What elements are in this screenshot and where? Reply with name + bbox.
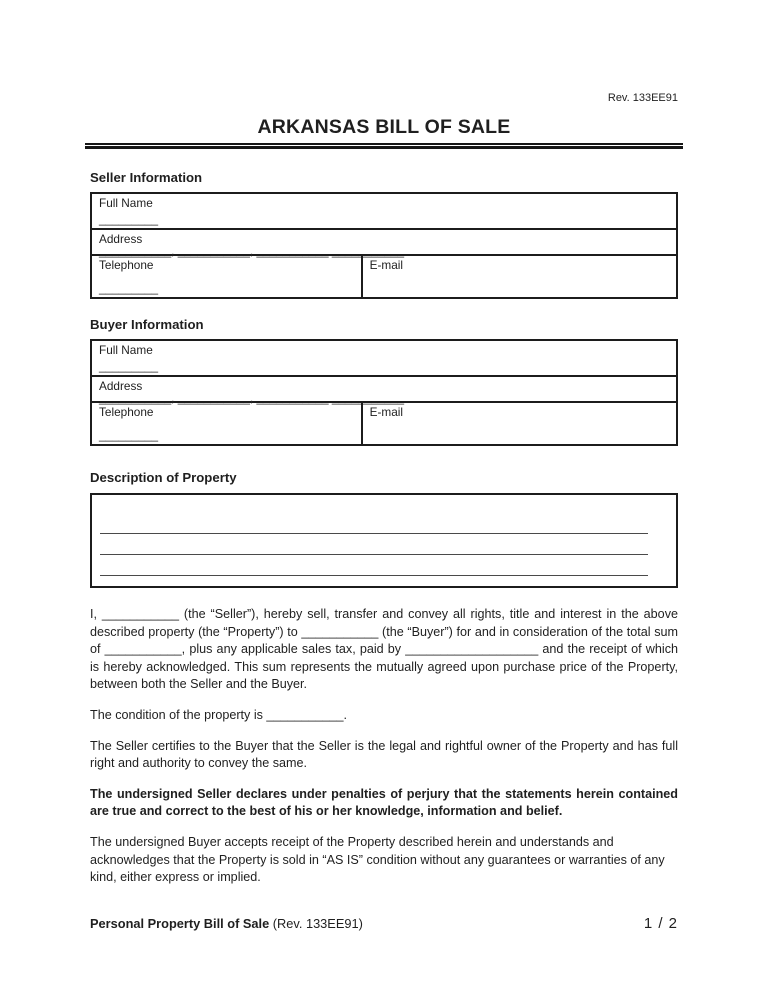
buyer-section-heading: Buyer Information — [90, 317, 204, 332]
document-content — [90, 0, 678, 887]
seller-address-row — [92, 230, 676, 256]
seller-full-name-blank: _________ — [99, 212, 159, 226]
footer-doc-revision: (Rev. 133EE91) — [269, 916, 363, 931]
description-section-heading: Description of Property — [90, 470, 237, 485]
buyer-telephone-blank: _________ — [99, 428, 159, 442]
description-writing-line — [100, 554, 648, 555]
paragraph-sale-declaration: I, ___________ (the “Seller”), hereby sell, transfer and convey all rights, title and interest in the above described property (the “Property”) to ___________ (the “Buyer”) for and in consideration of the total sum of ___________, plus any applicable sales tax, paid by ___________________ and the receipt of which is hereby acknowledged. This sum represents the mutually agreed upon purchase price of the Property, between both the Seller and the Buyer. — [90, 607, 678, 692]
footer-doc-title: Personal Property Bill of Sale — [90, 916, 270, 931]
seller-section-heading: Seller Information — [90, 170, 203, 185]
buyer-telephone-label: Telephone — [99, 405, 154, 419]
paragraph-perjury-declaration: The undersigned Seller declares under penalties of perjury that the statements herein contained are true and correct to the best of his or her knowledge, information and belief. — [90, 786, 678, 819]
buyer-telephone-cell — [92, 403, 361, 444]
seller-email-cell — [361, 256, 676, 297]
buyer-email-label: E-mail — [369, 405, 404, 419]
seller-email-label: E-mail — [369, 258, 404, 272]
seller-contact-row — [92, 256, 676, 297]
description-writing-line — [100, 575, 648, 576]
paragraph-as-is-clause: The undersigned Buyer accepts receipt of the Property described herein and understands and acknowledges that the Property is sold in “AS IS” condition without any guarantees or warranties of any kind, either express or implied. — [90, 834, 665, 885]
seller-full-name-label: Full Name — [99, 196, 153, 210]
seller-address-label: Address — [99, 232, 143, 246]
buyer-full-name-blank: _________ — [99, 359, 159, 373]
paragraph-ownership-certification: The Seller certifies to the Buyer that the Seller is the legal and rightful owner of the Property and has full right and authority to convey the same. — [90, 738, 678, 771]
description-of-property-box — [90, 493, 678, 588]
buyer-info-table — [90, 339, 678, 446]
document-title: ARKANSAS BILL OF SALE — [257, 116, 511, 138]
description-writing-line — [100, 533, 648, 534]
seller-telephone-blank: _________ — [99, 281, 159, 295]
title-divider — [85, 143, 683, 149]
page-number: 1 / 2 — [643, 915, 678, 932]
buyer-full-name-label: Full Name — [99, 343, 153, 357]
page-footer — [90, 915, 678, 932]
revision-label: Rev. 133EE91 — [607, 92, 678, 104]
buyer-address-label: Address — [99, 379, 143, 393]
buyer-contact-row — [92, 403, 676, 444]
body-text — [90, 606, 678, 887]
seller-address-blank: ___________, ___________, ___________ ___________ — [99, 244, 405, 258]
footer-document-name — [90, 916, 363, 932]
buyer-email-cell — [361, 403, 676, 444]
buyer-full-name-row — [92, 341, 676, 377]
buyer-address-row — [92, 377, 676, 403]
seller-info-table — [90, 192, 678, 299]
seller-telephone-cell — [92, 256, 361, 297]
seller-telephone-label: Telephone — [99, 258, 154, 272]
seller-full-name-row — [92, 194, 676, 230]
paragraph-condition: The condition of the property is ___________. — [90, 707, 347, 722]
buyer-address-blank: ___________, ___________, ___________ ___________ — [99, 391, 405, 405]
